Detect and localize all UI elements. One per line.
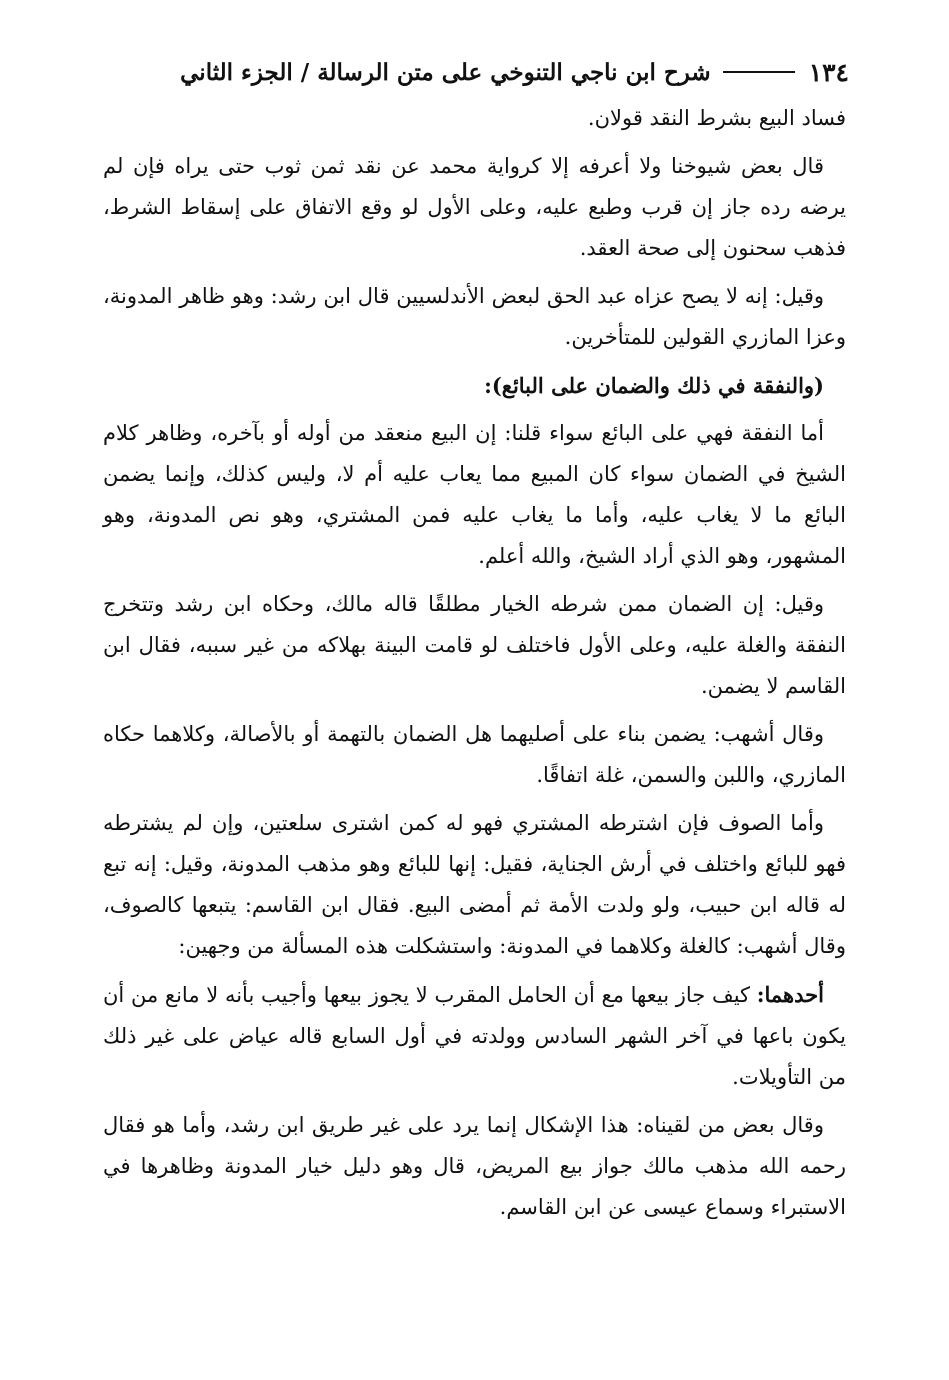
- lead-word: أحدهما:: [756, 982, 824, 1007]
- paragraph: وقال أشهب: يضمن بناء على أصليهما هل الضمان بالتهمة أو بالأصالة، وكلاهما حكاه المازري، واللبن والسمن، غلة اتفاقًا.: [103, 722, 846, 787]
- header-rule: [723, 71, 795, 73]
- running-title: شرح ابن ناجي التنوخي على متن الرسالة / الجزء الثاني: [180, 58, 711, 86]
- body-text: [103, 98, 846, 1235]
- paragraph: وأما الصوف فإن اشترطه المشتري فهو له كمن اشترى سلعتين، وإن لم يشترطه فهو للبائع واختلف في أرش الجناية، فقيل: إنها للبائع وهو مذهب المدونة، وقيل: إنه تبع له قاله ابن حبيب، ولو ولدت الأمة ثم أمضى البيع. فقال ابن القاسم: يتبعها كالصوف، وقال أشهب: كالغلة وكلاهما في المدونة: واستشكلت هذه المسألة من وجهين:: [103, 811, 846, 958]
- page-header: [100, 52, 849, 92]
- paragraph: وقيل: إنه لا يصح عزاه عبد الحق لبعض الأندلسيين قال ابن رشد: وهو ظاهر المدونة، وعزا المازري القولين للمتأخرين.: [103, 284, 846, 349]
- paragraph-text: كيف جاز بيعها مع أن الحامل المقرب لا يجوز بيعها وأجيب بأنه لا مانع من أن يكون باعها في آخر الشهر السادس وولدته في أول السابع قاله عياض على غير ذلك من التأويلات.: [103, 983, 846, 1089]
- paragraph-continuation: فساد البيع بشرط النقد قولان.: [587, 106, 846, 130]
- paragraph: قال بعض شيوخنا ولا أعرفه إلا كرواية محمد عن نقد ثمن ثوب حتى يراه فإن لم يرضه رده جاز إن قرب وطبع عليه، وعلى الأول لو وقع الاتفاق على إسقاط الشرط، فذهب سحنون إلى صحة العقد.: [103, 154, 846, 260]
- paragraph: وقيل: إن الضمان ممن شرطه الخيار مطلقًا قاله مالك، وحكاه ابن رشد وتتخرج النفقة والغلة عليه، وعلى الأول فاختلف لو قامت البينة بهلاكه من غير سببه، فقال ابن القاسم لا يضمن.: [103, 592, 846, 698]
- page-number: ١٣٤: [808, 57, 849, 87]
- paragraph: أما النفقة فهي على البائع سواء قلنا: إن البيع منعقد من أوله أو بآخره، وظاهر كلام الشيخ في الضمان سواء كان المبيع مما يعاب عليه أم لا، وليس كذلك، وإنما يضمن البائع ما لا يغاب عليه، وأما ما يغاب عليه فمن المشتري، وهو نص المدونة، وهو المشهور، وهو الذي أراد الشيخ، والله أعلم.: [103, 421, 846, 568]
- paragraph-first-reason: [103, 974, 846, 1098]
- section-heading: (والنفقة في ذلك والضمان على البائع):: [484, 373, 824, 398]
- paragraph: وقال بعض من لقيناه: هذا الإشكال إنما يرد على غير طريق ابن رشد، وأما هو فقال رحمه الله مذهب مالك جواز بيع المريض، قال وهو دليل خيار المدونة وظاهرها في الاستبراء وسماع عيسى عن ابن القاسم.: [103, 1113, 846, 1219]
